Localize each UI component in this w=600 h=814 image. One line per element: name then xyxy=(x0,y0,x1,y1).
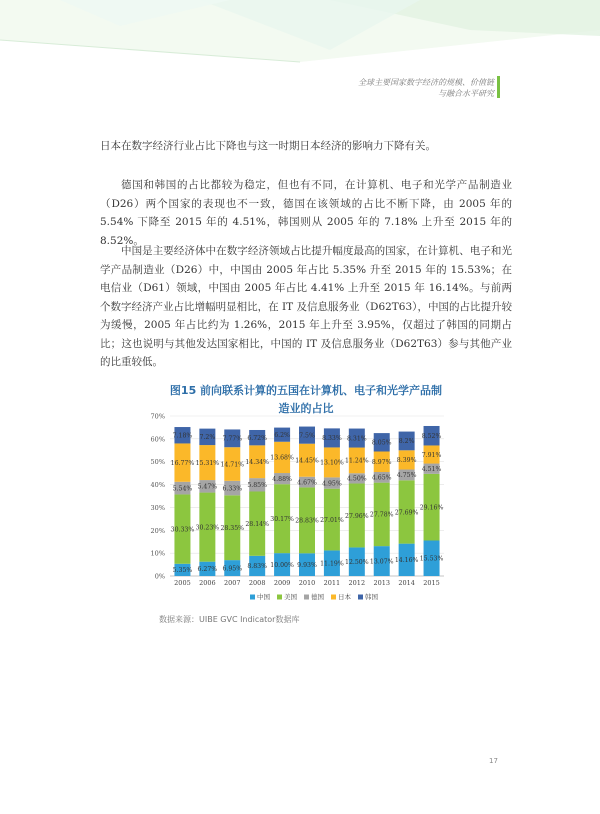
running-header xyxy=(358,77,494,99)
data-label: 29.16% xyxy=(419,504,444,512)
data-label: 5.85% xyxy=(247,482,268,490)
paragraph-2: 德国和韩国的占比都较为稳定，但也有不同，在计算机、电子和光学产品制造业（D26）两个国家的表现也不一致，德国在该领域的占比不断下降，由 2005 年的 5.54% 下降至 2015 年的 4.51%，韩国则从 2005 年的 7.18% 上升至 2015 年的 8.52%。 xyxy=(100,179,512,247)
legend-swatch xyxy=(277,595,282,600)
data-label: 11.24% xyxy=(345,457,369,465)
data-label: 14.34% xyxy=(245,459,269,467)
data-label: 8.2% xyxy=(398,438,415,446)
data-label: 27.01% xyxy=(320,516,344,524)
y-tick-label: 0% xyxy=(154,572,165,581)
legend-swatch xyxy=(250,595,255,600)
data-label: 6.27% xyxy=(197,566,218,574)
legend-label: 韩国 xyxy=(365,593,378,601)
header-decoration xyxy=(0,0,600,80)
data-label: 8.39% xyxy=(396,457,417,465)
legend-label: 美国 xyxy=(284,593,297,601)
data-label: 11.19% xyxy=(320,560,344,568)
data-label: 8.31% xyxy=(346,435,367,443)
data-label: 30.17% xyxy=(270,515,294,523)
chart-source: 数据来源：UIBE GVC Indicator数据库 xyxy=(159,615,300,624)
data-label: 7.5% xyxy=(299,432,315,440)
data-label: 10.00% xyxy=(270,561,294,569)
legend-swatch xyxy=(331,595,336,600)
data-label: 27.78% xyxy=(369,511,394,519)
data-label: 13.07% xyxy=(369,558,394,566)
y-tick-label: 70% xyxy=(150,412,165,421)
data-label: 5.35% xyxy=(172,567,193,575)
y-tick-label: 30% xyxy=(150,503,165,512)
x-tick-label: 2015 xyxy=(423,579,440,587)
data-label: 13.10% xyxy=(320,459,344,467)
x-tick-label: 2013 xyxy=(373,579,391,587)
data-label: 4.75% xyxy=(396,472,417,480)
x-tick-label: 2009 xyxy=(273,579,291,587)
data-label: 28.35% xyxy=(220,525,245,533)
data-label: 7.91% xyxy=(421,451,442,459)
data-label: 12.50% xyxy=(345,559,369,567)
y-tick-label: 50% xyxy=(150,458,165,467)
data-label: 16.77% xyxy=(170,459,195,467)
data-label: 4.88% xyxy=(272,475,292,483)
data-label: 4.67% xyxy=(297,479,317,487)
data-label: 15.31% xyxy=(195,459,220,467)
x-tick-label: 2007 xyxy=(223,579,241,587)
data-label: 8.33% xyxy=(322,435,342,443)
x-tick-label: 2014 xyxy=(398,579,415,587)
legend-swatch xyxy=(358,595,363,600)
data-label: 6.72% xyxy=(247,434,268,442)
x-tick-label: 2011 xyxy=(323,579,341,587)
paragraph-3: 中国是主要经济体中在数字经济领域占比提升幅度最高的国家，在计算机、电子和光学产品制造业（D26）中，中国由 2005 年占比 5.35% 升至 2015 年的 15.53%；在电信业（D61）领域，中国由 2005 年占比 4.41% 上升至 2015 年 16.14%。与前两个数字经济产业占比增幅明显相比，在 IT 及信息服务业（D62T63），中国的占比提升较为缓慢，2005 年占比约为 1.26%，2015 年上升至 3.95%，仅超过了韩国的同期占比；这也说明与其他发达国家相比，中国的 IT 及信息服务业（D62T63）参与其他产业的比重较低。 xyxy=(100,245,512,368)
legend-swatch xyxy=(304,595,309,600)
data-label: 6.95% xyxy=(222,565,243,573)
y-tick-label: 10% xyxy=(150,549,165,558)
x-tick-label: 2008 xyxy=(248,579,266,587)
data-label: 15.53% xyxy=(419,555,444,563)
paragraph-1: 日本在数字经济行业占比下降也与这一时期日本经济的影响力下降有关。 xyxy=(100,140,436,152)
data-label: 30.23% xyxy=(195,524,220,532)
running-header-line1: 全球主要国家数字经济的规模、价值链 xyxy=(358,78,494,87)
data-label: 14.45% xyxy=(295,457,319,465)
data-label: 5.47% xyxy=(197,483,218,491)
chart-title-line2: 造业的占比 xyxy=(278,402,334,415)
data-label: 30.33% xyxy=(170,526,195,534)
data-label: 8.05% xyxy=(371,439,392,447)
y-tick-label: 20% xyxy=(150,526,165,535)
data-label: 28.83% xyxy=(295,517,319,525)
data-label: 27.69% xyxy=(394,509,419,517)
data-label: 4.65% xyxy=(371,474,392,482)
x-tick-label: 2012 xyxy=(348,579,366,587)
data-label: 8.97% xyxy=(371,459,392,467)
data-label: 28.14% xyxy=(245,520,269,528)
x-tick-label: 2005 xyxy=(174,579,191,587)
data-label: 4.50% xyxy=(346,475,367,483)
x-tick-label: 2006 xyxy=(199,579,216,587)
data-label: 7.18% xyxy=(172,432,193,440)
data-label: 27.96% xyxy=(345,512,369,520)
data-label: 6.2% xyxy=(274,431,290,439)
y-tick-label: 60% xyxy=(150,435,165,444)
data-label: 4.95% xyxy=(322,480,342,488)
legend-label: 日本 xyxy=(338,593,351,601)
data-label: 5.54% xyxy=(172,485,193,493)
legend-label: 德国 xyxy=(311,593,324,601)
data-label: 9.93% xyxy=(297,561,317,569)
data-label: 7.2% xyxy=(199,434,216,442)
data-label: 14.71% xyxy=(220,461,245,469)
data-label: 8.83% xyxy=(247,563,268,571)
stacked-bar-chart xyxy=(140,410,452,610)
data-label: 7.77% xyxy=(222,435,243,443)
data-label: 4.51% xyxy=(421,465,442,473)
header-accent-bar xyxy=(497,76,500,98)
y-tick-label: 40% xyxy=(150,481,165,490)
running-header-line2: 与融合水平研究 xyxy=(438,89,494,98)
data-label: 13.68% xyxy=(270,454,294,462)
data-label: 6.33% xyxy=(222,485,243,493)
legend-label: 中国 xyxy=(257,593,270,601)
chart-title-line1: 图15 前向联系计算的五国在计算机、电子和光学产品制 xyxy=(169,384,443,397)
x-tick-label: 2010 xyxy=(298,579,316,587)
data-label: 14.16% xyxy=(394,557,419,565)
page-number: 17 xyxy=(489,757,498,765)
data-label: 8.52% xyxy=(421,433,442,441)
